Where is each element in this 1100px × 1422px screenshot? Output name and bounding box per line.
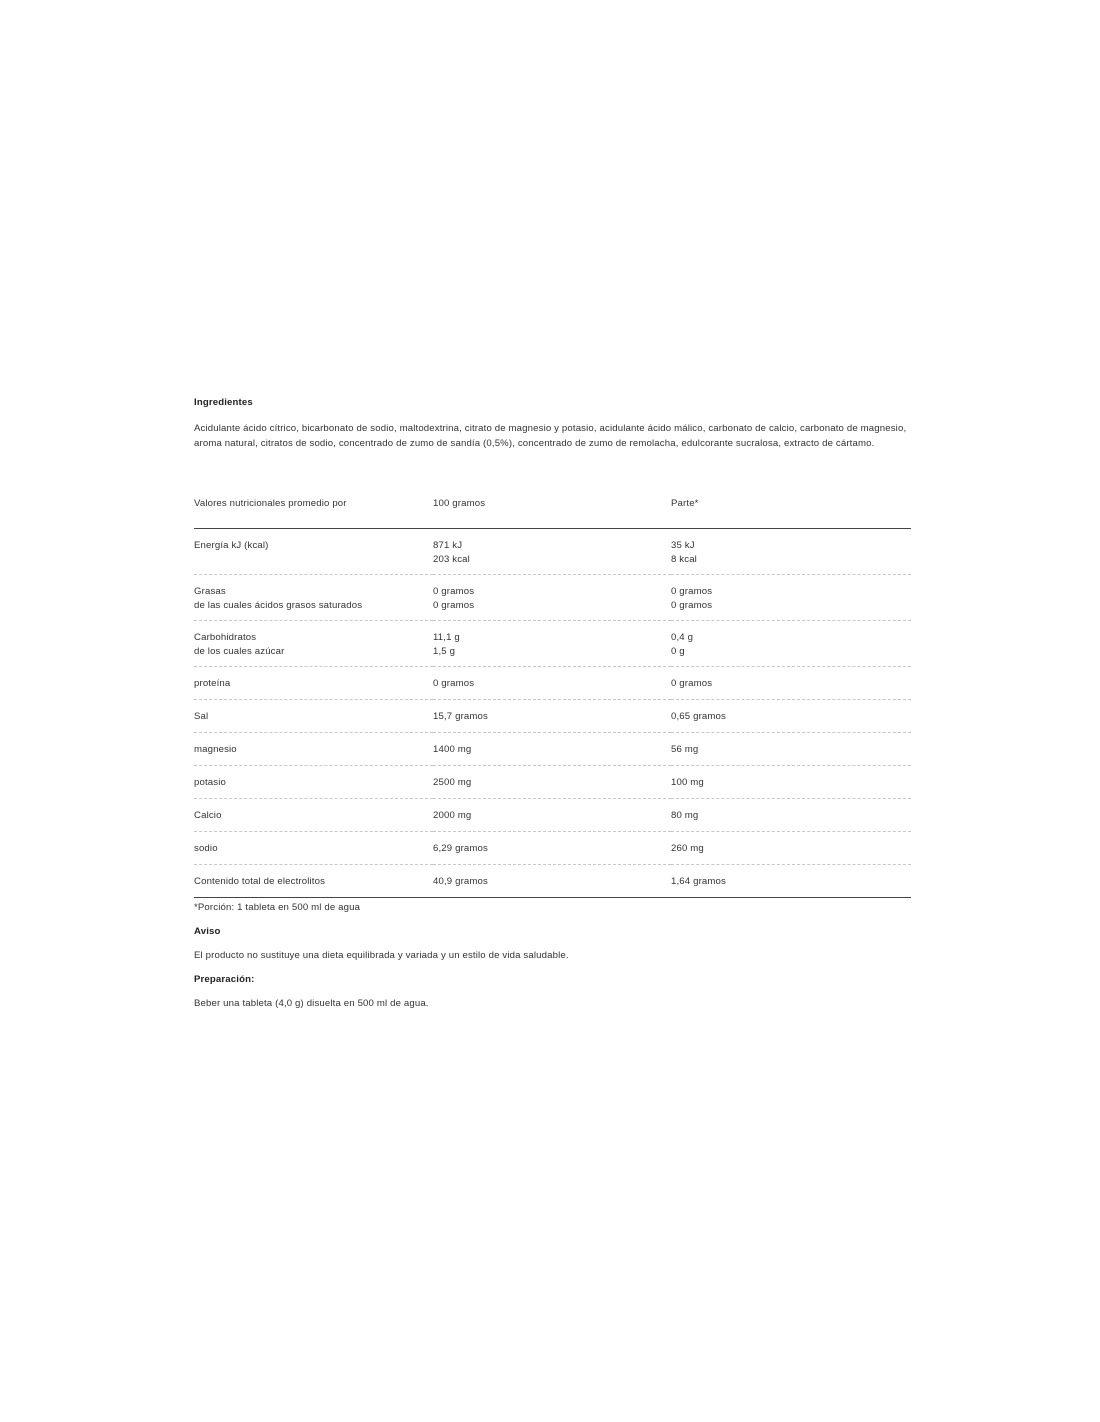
header-portion: Parte* bbox=[671, 493, 911, 529]
row-portion: 56 mg bbox=[671, 733, 911, 766]
row-portion: 0 gramos bbox=[671, 667, 911, 700]
row-portion: 100 mg bbox=[671, 766, 911, 799]
row-per-100g: 0 gramos bbox=[433, 667, 671, 700]
row-label: Calcio bbox=[194, 799, 433, 832]
row-label: Grasas de las cuales ácidos grasos saturados bbox=[194, 575, 433, 621]
row-portion: 1,64 gramos bbox=[671, 865, 911, 898]
row-portion: 35 kJ 8 kcal bbox=[671, 529, 911, 575]
row-portion: 0,4 g 0 g bbox=[671, 621, 911, 667]
table-row-potassium bbox=[194, 766, 911, 799]
preparation-title: Preparación: bbox=[194, 974, 255, 985]
table-row-sodium bbox=[194, 832, 911, 865]
row-label: Contenido total de electrolitos bbox=[194, 865, 433, 898]
row-portion: 80 mg bbox=[671, 799, 911, 832]
preparation-text: Beber una tableta (4,0 g) disuelta en 500 ml de agua. bbox=[194, 998, 429, 1009]
row-per-100g: 2500 mg bbox=[433, 766, 671, 799]
row-label: Energía kJ (kcal) bbox=[194, 529, 433, 575]
row-portion: 260 mg bbox=[671, 832, 911, 865]
row-portion: 0,65 gramos bbox=[671, 700, 911, 733]
row-per-100g: 40,9 gramos bbox=[433, 865, 671, 898]
row-per-100g: 871 kJ 203 kcal bbox=[433, 529, 671, 575]
row-per-100g: 0 gramos 0 gramos bbox=[433, 575, 671, 621]
row-label: Carbohidratos de los cuales azúcar bbox=[194, 621, 433, 667]
row-label: sodio bbox=[194, 832, 433, 865]
table-row-total-electrolytes bbox=[194, 865, 911, 898]
header-per-100g: 100 gramos bbox=[433, 493, 671, 529]
row-per-100g: 15,7 gramos bbox=[433, 700, 671, 733]
row-label: proteína bbox=[194, 667, 433, 700]
table-row-protein bbox=[194, 667, 911, 700]
table-row-calcium bbox=[194, 799, 911, 832]
aviso-title: Aviso bbox=[194, 926, 221, 937]
table-row-magnesium bbox=[194, 733, 911, 766]
nutrition-header-row bbox=[194, 493, 911, 529]
row-label: Sal bbox=[194, 700, 433, 733]
product-info bbox=[194, 396, 911, 1011]
table-row-fats bbox=[194, 575, 911, 621]
row-per-100g: 11,1 g 1,5 g bbox=[433, 621, 671, 667]
table-row-energy bbox=[194, 529, 911, 575]
aviso-text: El producto no sustituye una dieta equilibrada y variada y un estilo de vida saludable. bbox=[194, 950, 569, 961]
row-label: potasio bbox=[194, 766, 433, 799]
portion-footnote: *Porción: 1 tableta en 500 ml de agua bbox=[194, 902, 361, 913]
table-row-salt bbox=[194, 700, 911, 733]
ingredients-text: Acidulante ácido cítrico, bicarbonato de sodio, maltodextrina, citrato de magnesio y potasio, acidulante ácido málico, carbonato de calcio, carbonato de magnesio, aroma natural, citratos de sodio, concentrado de zumo de sandía (0,5%), concentrado de zumo de remolacha, edulcorante sucralosa, extracto de cártamo. bbox=[194, 423, 907, 449]
row-label: magnesio bbox=[194, 733, 433, 766]
row-per-100g: 2000 mg bbox=[433, 799, 671, 832]
row-per-100g: 6,29 gramos bbox=[433, 832, 671, 865]
row-portion: 0 gramos 0 gramos bbox=[671, 575, 911, 621]
header-label: Valores nutricionales promedio por bbox=[194, 493, 433, 529]
nutrition-table bbox=[194, 493, 911, 898]
row-per-100g: 1400 mg bbox=[433, 733, 671, 766]
ingredients-title: Ingredientes bbox=[194, 397, 253, 408]
table-row-carbohydrates bbox=[194, 621, 911, 667]
